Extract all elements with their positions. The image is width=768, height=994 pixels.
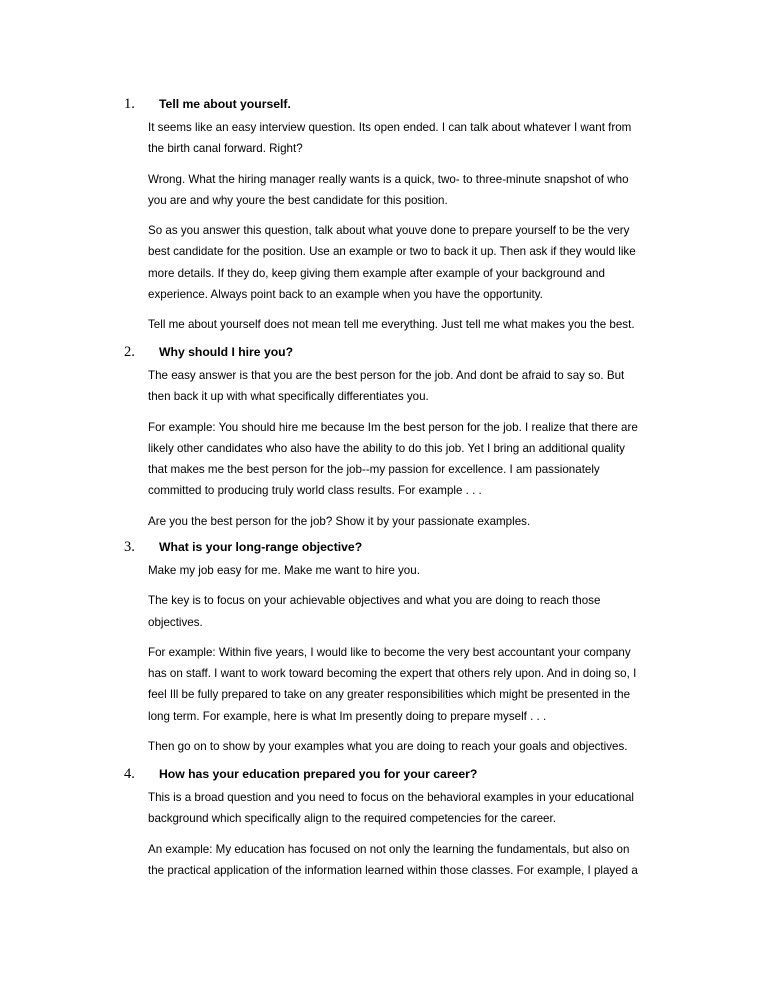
question-title: Tell me about yourself.: [159, 97, 291, 111]
question-1: [0, 95, 768, 345]
text-line: feel Ill be fully prepared to take on any greater responsibilities which might be presented in the: [148, 688, 631, 702]
text-line: then back it up with what specifically differentiates you.: [148, 390, 429, 404]
text-line: the birth canal forward. Right?: [148, 142, 303, 156]
text-line: has on staff. I want to work toward becoming the expert that others rely upon. And in doing so, I: [148, 667, 637, 681]
question-heading: [0, 538, 768, 560]
text-line: Wrong. What the hiring manager really wants is a quick, two- to three-minute snapshot of who: [148, 172, 629, 186]
text-line: likely other candidates who also have the ability to do this job. Yet I bring an additional quality: [148, 441, 625, 455]
question-heading: [0, 765, 768, 787]
paragraph: [148, 169, 658, 212]
text-line: It seems like an easy interview question. Its open ended. I can talk about whatever I want from: [148, 121, 632, 134]
question-body: [148, 117, 658, 336]
text-line: Are you the best person for the job? Show it by your passionate examples.: [148, 514, 531, 528]
text-line: This is a broad question and you need to focus on the behavioral examples in your educational: [148, 791, 634, 804]
question-4: [0, 765, 768, 890]
paragraph: [148, 787, 658, 830]
question-3: [0, 538, 768, 766]
text-line: The key is to focus on your achievable objectives and what you are doing to reach those: [148, 594, 601, 608]
paragraph: [148, 220, 658, 305]
paragraph: [148, 117, 658, 160]
question-title: How has your education prepared you for your career?: [159, 767, 478, 781]
question-body: [148, 787, 658, 881]
question-heading: [0, 343, 768, 365]
text-line: best candidate for the position. Use an example or two to back it up. Then ask if they would like: [148, 245, 636, 259]
question-heading: [0, 95, 768, 117]
question-body: [148, 560, 658, 757]
paragraph: [148, 642, 658, 727]
text-line: more details. If they do, keep giving them example after example of your background and: [148, 266, 605, 280]
text-line: objectives.: [148, 615, 203, 629]
text-line: background which specifically align to the required competencies for the career.: [148, 812, 556, 826]
text-line: The easy answer is that you are the best person for the job. And dont be afraid to say so. But: [148, 369, 625, 382]
paragraph: [148, 365, 658, 408]
paragraph: [148, 560, 658, 581]
text-line: long term. For example, here is what Im presently doing to prepare myself . . .: [148, 709, 547, 723]
question-number: 1.: [124, 96, 135, 112]
question-number: 4.: [124, 766, 135, 782]
question-number: 3.: [124, 539, 135, 555]
text-line: experience. Always point back to an example when you have the opportunity.: [148, 288, 543, 302]
question-2: [0, 343, 768, 541]
text-line: For example: You should hire me because Im the best person for the job. I realize that there are: [148, 420, 638, 434]
paragraph: [148, 314, 658, 335]
text-line: So as you answer this question, talk about what youve done to prepare yourself to be the very: [148, 224, 630, 238]
text-line: Make my job easy for me. Make me want to hire you.: [148, 564, 420, 577]
paragraph: [148, 590, 658, 633]
paragraph: [148, 511, 658, 532]
text-line: you are and why youre the best candidate for this position.: [148, 193, 448, 207]
text-line: Then go on to show by your examples what you are doing to reach your goals and objectives.: [148, 740, 628, 754]
question-title: What is your long-range objective?: [159, 540, 363, 554]
text-line: For example: Within five years, I would like to become the very best accountant your company: [148, 645, 631, 659]
text-line: that makes me the best person for the job--my passion for excellence. I am passionately: [148, 463, 600, 477]
text-line: the practical application of the information learned within those classes. For example, I played a: [148, 863, 638, 877]
question-body: [148, 365, 658, 532]
text-line: An example: My education has focused on not only the learning the fundamentals, but also on: [148, 842, 630, 856]
paragraph: [148, 839, 658, 882]
question-title: Why should I hire you?: [159, 345, 294, 359]
text-line: committed to producing truly world class results. For example . . .: [148, 484, 482, 498]
question-number: 2.: [124, 344, 135, 360]
paragraph: [148, 736, 658, 757]
text-line: Tell me about yourself does not mean tell me everything. Just tell me what makes you the best.: [148, 318, 635, 332]
paragraph: [148, 417, 658, 502]
